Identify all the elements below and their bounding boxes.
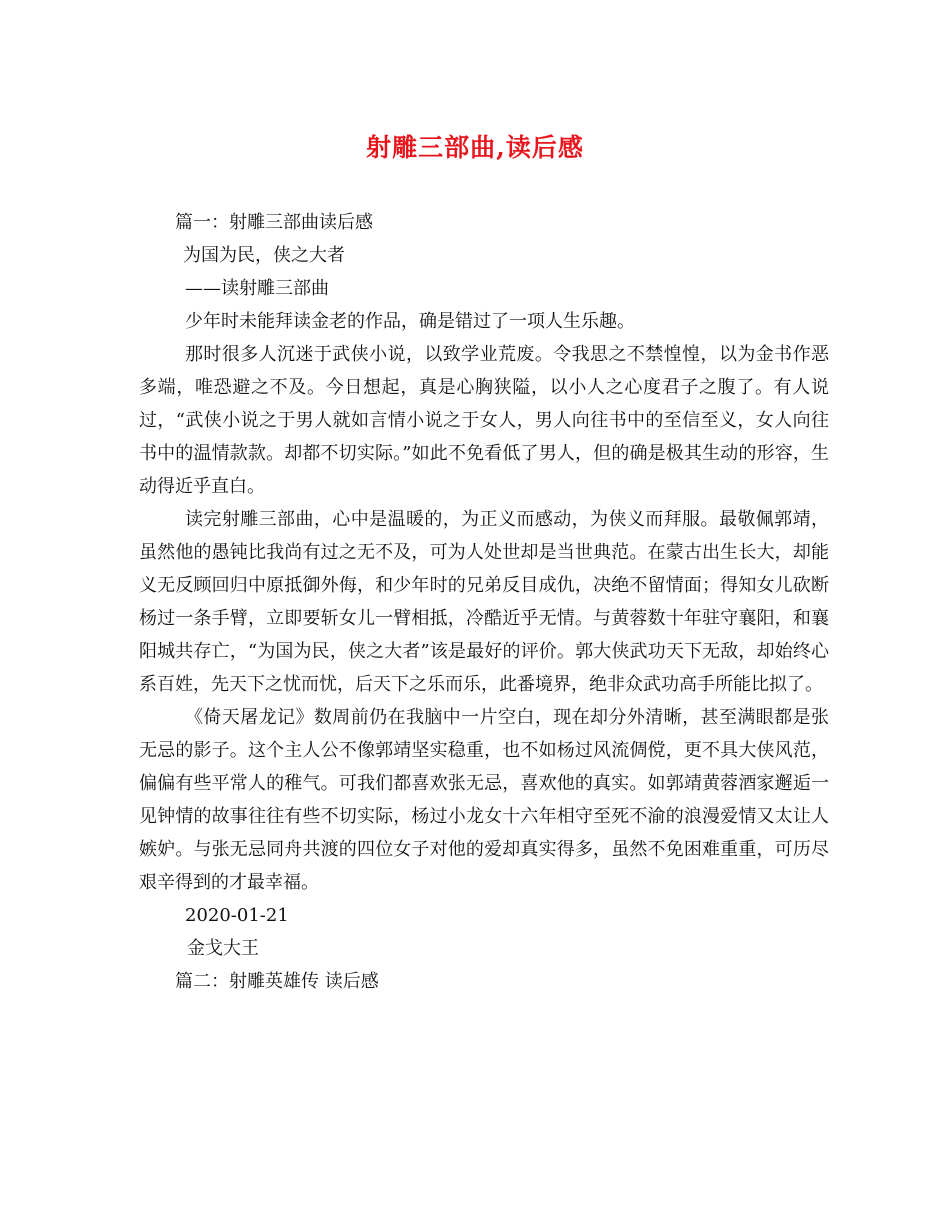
section1-heading: 篇一：射雕三部曲读后感 xyxy=(175,212,373,233)
document-title: 射雕三部曲,读后感 xyxy=(366,133,584,162)
essay-date: 2020-01-21 xyxy=(185,905,289,926)
document-body xyxy=(139,206,829,998)
essay-byline: ——读射雕三部曲 xyxy=(185,278,329,299)
essay-subtitle: 为国为民，侠之大者 xyxy=(183,245,345,266)
paragraph-2: 读完射雕三部曲，心中是温暖的，为正义而感动，为侠义而拜服。最敬佩郭靖，虽然他的愚钝比我尚有过之无不及，可为人处世却是当世典范。在蒙古出生长大，却能义无反顾回归中原抵御外侮，和少年时的兄弟反目成仇，决绝不留情面；得知女儿砍断杨过一条手臂，立即要斩女儿一臂相抵，冷酷近乎无情。与黄蓉数十年驻守襄阳，和襄阳城共存亡，“为国为民，侠之大者”该是最好的评价。郭大侠武功天下无敌，却始终心系百姓，先天下之忧而忧，后天下之乐而乐，此番境界，绝非众武功高手所能比拟了。 xyxy=(139,509,829,695)
essay-author: 金戈大王 xyxy=(187,938,259,959)
paragraph-3: 《倚天屠龙记》数周前仍在我脑中一片空白，现在却分外清晰，甚至满眼都是张无忌的影子。这个主人公不像郭靖坚实稳重，也不如杨过风流倜傥，更不具大侠风范，偏偏有些平常人的稚气。可我们都喜欢张无忌，喜欢他的真实。如郭靖黄蓉酒家邂逅一见钟情的故事往往有些不切实际，杨过小龙女十六年相守至死不渝的浪漫爱情又太让人嫉妒。与张无忌同舟共渡的四位女子对他的爱却真实得多，虽然不免困难重重，可历尽艰辛得到的才最幸福。 xyxy=(139,707,829,893)
intro-line: 少年时未能拜读金老的作品，确是错过了一项人生乐趣。 xyxy=(185,311,635,332)
section2-heading: 篇二：射雕英雄传 读后感 xyxy=(175,971,379,992)
paragraph-1: 那时很多人沉迷于武侠小说，以致学业荒废。令我思之不禁惶惶，以为金书作恶多端，唯恐避之不及。今日想起，真是心胸狭隘，以小人之心度君子之腹了。有人说过，“武侠小说之于男人就如言情小说之于女人，男人向往书中的至信至义，女人向往书中的温情款款。却都不切实际。”如此不免看低了男人，但的确是极其生动的形容，生动得近乎直白。 xyxy=(139,344,829,497)
